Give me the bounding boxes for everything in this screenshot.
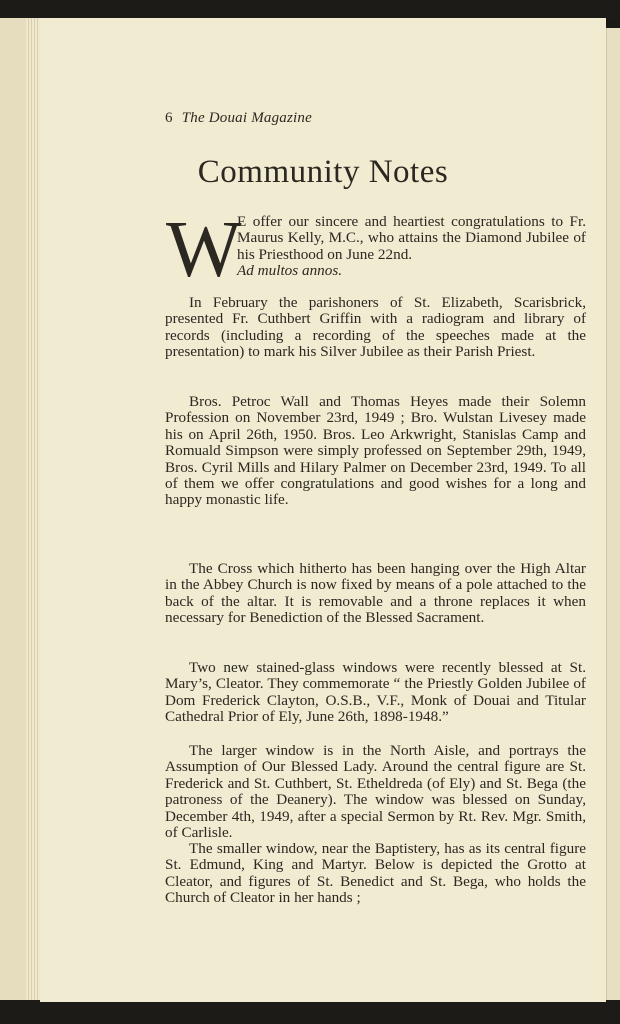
magazine-name: The Douai Magazine: [181, 110, 312, 126]
running-head: [165, 110, 312, 127]
book-left-cover: [0, 18, 27, 1002]
page-title: Community Notes: [197, 154, 449, 190]
opening-paragraph: [237, 214, 586, 280]
paragraph: In February the parishoners of St. Elizabeth, Scarisbrick, presented Fr. Cuthbert Griffin with a radiogram and library of records (including a recording of the speeches made at the presentation) to mark his Silver Jubilee as their Parish Priest.: [165, 294, 586, 361]
page-number: 6: [165, 110, 173, 126]
opening-text: E offer our sincere and heartiest congratulations to Fr. Maurus Kelly, M.C., who attains the Diamond Jubilee of his Priesthood on June 22nd.: [237, 213, 586, 263]
paragraph: Bros. Petroc Wall and Thomas Heyes made their Solemn Profession on November 23rd, 1949 ; Bro. Wulstan Livesey made his on April 26th, 1950. Bros. Leo Arkwright, Stanislas Camp and Romuald Simpson were simply professed on September 29th, 1949, Bros. Cyril Mills and Hilary Palmer on December 23rd, 1949. To all of them we offer congratulations and good wishes for a long and happy monastic life.: [165, 393, 586, 509]
paragraph: The smaller window, near the Baptistery, has as its central figure St. Edmund, King and Martyr. Below is depicted the Grotto at Cleator, and figures of St. Benedict and St. Bega, who holds the Church of Cleator in her hands ;: [165, 840, 586, 907]
magazine-page: [40, 18, 606, 1002]
book-right-edge: [606, 28, 620, 1000]
drop-cap: W: [166, 206, 242, 294]
paragraph: Two new stained-glass windows were recently blessed at St. Mary’s, Cleator. They commemorate “ the Priestly Golden Jubilee of Dom Frederick Clayton, O.S.B., V.F., Monk of Douai and Titular Cathedral Prior of Ely, June 26th, 1898-1948.”: [165, 659, 586, 726]
opening-italic: Ad multos annos.: [237, 262, 343, 280]
page-stack-edge: [26, 18, 40, 1002]
book-bottom-edge: [0, 1000, 620, 1024]
paragraph: The Cross which hitherto has been hanging over the High Altar in the Abbey Church is now fixed by means of a pole attached to the back of the altar. It is removable and a throne replaces it when necessary for Benediction of the Blessed Sacrament.: [165, 560, 586, 627]
paragraph: The larger window is in the North Aisle, and portrays the Assumption of Our Blessed Lady. Around the central figure are St. Frederick and St. Cuthbert, St. Etheldreda (of Ely) and St. Bega (the patroness of the Deanery). The window was blessed on Sunday, December 4th, 1949, after a special Sermon by Rt. Rev. Mgr. Smith, of Carlisle.: [165, 742, 586, 842]
book-top-edge: [0, 0, 620, 20]
